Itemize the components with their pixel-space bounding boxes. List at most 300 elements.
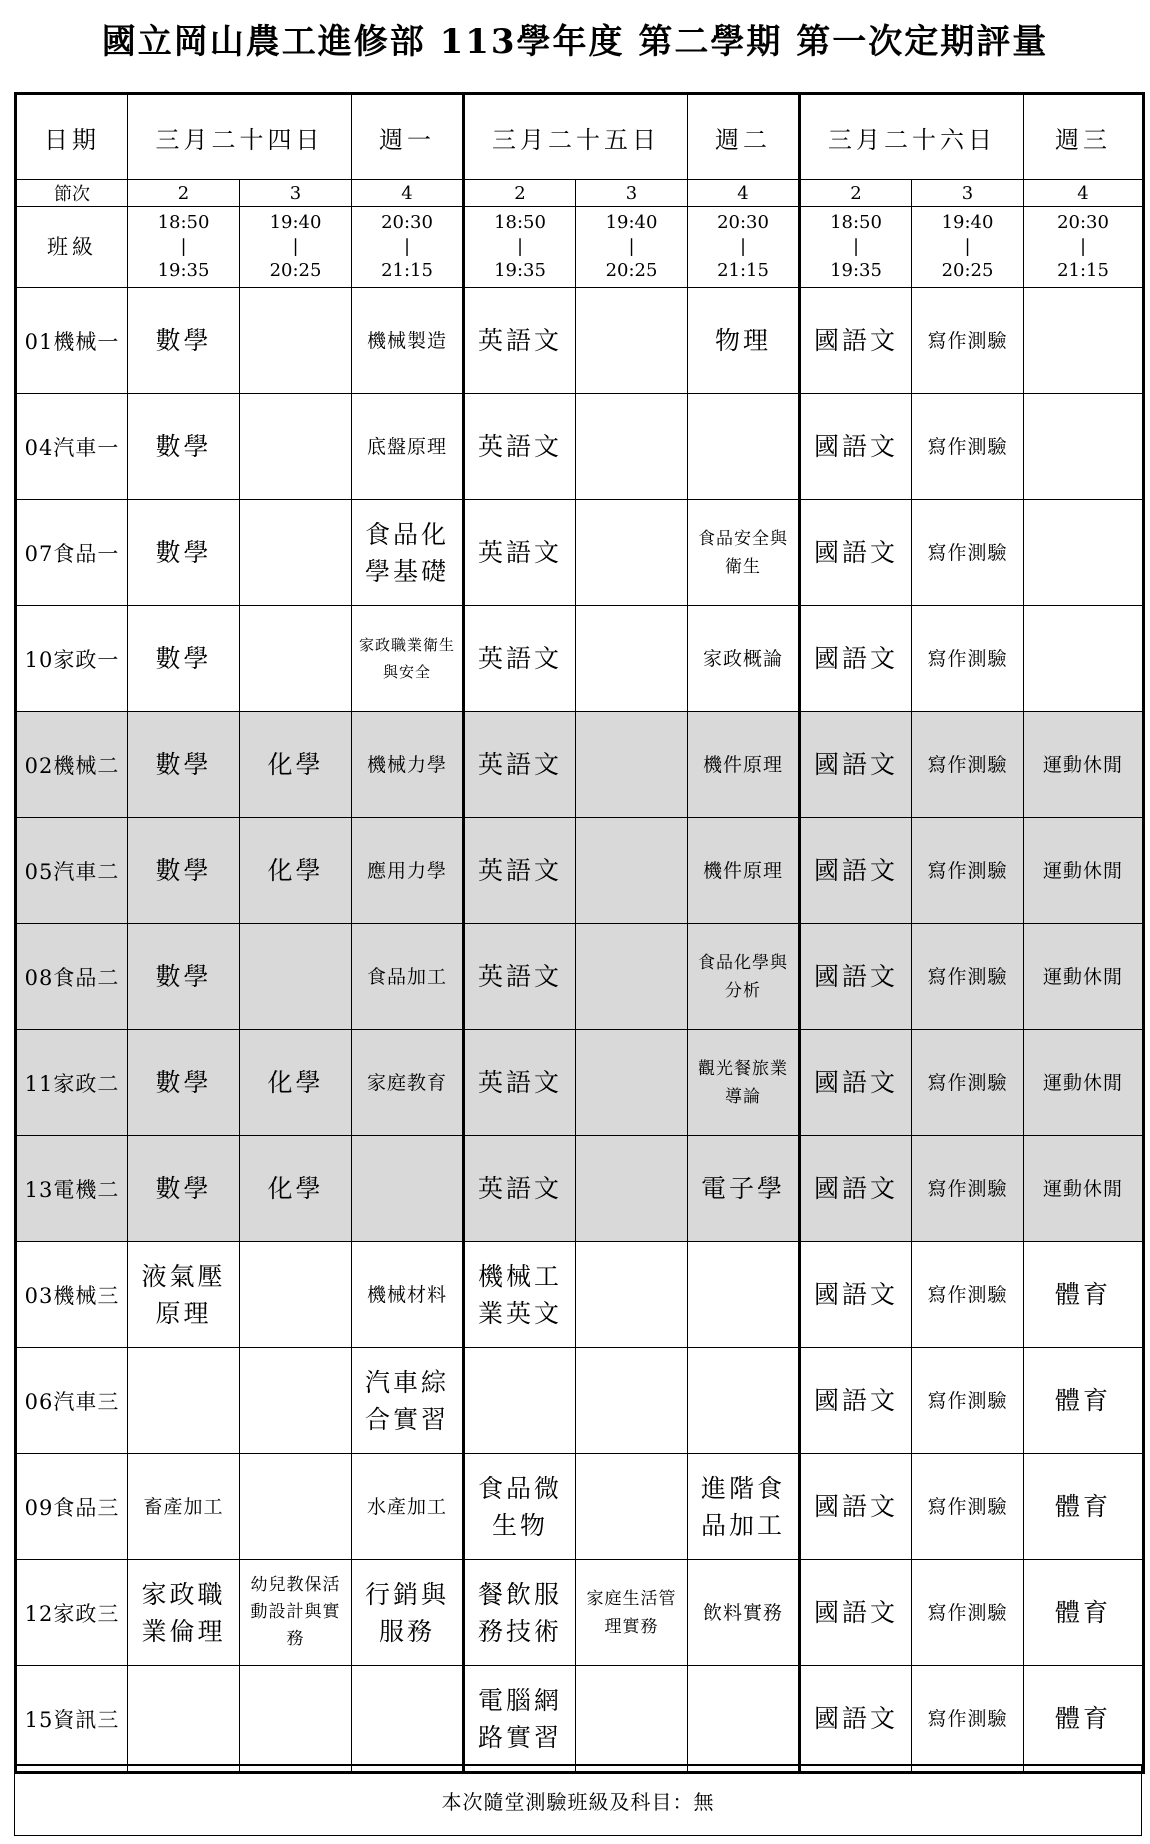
subject-text: 國語文 bbox=[813, 432, 898, 461]
subject-text: 水產加工 bbox=[366, 1495, 447, 1518]
subject-cell bbox=[352, 924, 464, 1030]
subject-text: 家庭教育 bbox=[366, 1071, 447, 1094]
time-separator: | bbox=[292, 236, 299, 257]
page-title: 國立岡山農工進修部 113學年度 第二學期 第一次定期評量 bbox=[101, 22, 1049, 62]
time-end: 19:35 bbox=[157, 260, 210, 281]
subject-text: 英語文 bbox=[477, 1174, 562, 1203]
subject-text: 英語文 bbox=[477, 1068, 562, 1097]
subject-cell bbox=[912, 818, 1024, 924]
subject-cell bbox=[128, 712, 240, 818]
subject-cell bbox=[352, 1454, 464, 1560]
subject-text: 食品加工 bbox=[366, 965, 447, 988]
subject-text: 食品微生物 bbox=[478, 1473, 563, 1540]
period-cell: 2 bbox=[128, 180, 240, 207]
subject-cell bbox=[1024, 1454, 1144, 1560]
subject-cell bbox=[128, 818, 240, 924]
time-cell bbox=[912, 207, 1024, 288]
subject-cell bbox=[240, 394, 352, 500]
subject-text: 寫作測驗 bbox=[927, 1707, 1008, 1730]
subject-cell bbox=[800, 1030, 912, 1136]
subject-cell bbox=[1024, 288, 1144, 394]
class-label: 班級 bbox=[16, 207, 128, 288]
subject-cell bbox=[688, 1666, 800, 1773]
subject-text: 機械工業英文 bbox=[478, 1261, 563, 1328]
time-cell bbox=[240, 207, 352, 288]
subject-cell bbox=[352, 394, 464, 500]
subject-cell bbox=[688, 500, 800, 606]
subject-cell bbox=[688, 1136, 800, 1242]
subject-cell bbox=[240, 818, 352, 924]
time-cell bbox=[688, 207, 800, 288]
class-name-cell: 07食品一 bbox=[16, 500, 128, 606]
subject-text: 國語文 bbox=[813, 750, 898, 779]
time-end: 20:25 bbox=[941, 260, 994, 281]
subject-text: 化學 bbox=[267, 856, 324, 885]
subject-cell bbox=[464, 500, 576, 606]
subject-cell bbox=[800, 818, 912, 924]
subject-text: 體育 bbox=[1054, 1386, 1111, 1415]
subject-text: 進階食品加工 bbox=[701, 1473, 786, 1540]
subject-text: 英語文 bbox=[477, 538, 562, 567]
subject-cell bbox=[688, 818, 800, 924]
subject-text: 食品安全與衛生 bbox=[698, 528, 788, 577]
subject-cell bbox=[128, 1136, 240, 1242]
subject-text: 寫作測驗 bbox=[927, 1389, 1008, 1412]
time-separator: | bbox=[516, 236, 524, 257]
subject-cell bbox=[352, 712, 464, 818]
table-row bbox=[16, 1348, 1144, 1454]
subject-text: 英語文 bbox=[477, 432, 562, 461]
subject-cell bbox=[1024, 1348, 1144, 1454]
class-name-cell: 11家政二 bbox=[16, 1030, 128, 1136]
class-name-cell: 05汽車二 bbox=[16, 818, 128, 924]
subject-cell bbox=[800, 606, 912, 712]
time-cell bbox=[800, 207, 912, 288]
time-start: 20:30 bbox=[1057, 212, 1109, 233]
subject-text: 國語文 bbox=[813, 644, 898, 673]
subject-cell bbox=[240, 1454, 352, 1560]
subject-cell bbox=[352, 1666, 464, 1773]
subject-cell bbox=[800, 1666, 912, 1773]
period-label: 節次 bbox=[16, 180, 128, 207]
subject-text: 寫作測驗 bbox=[927, 859, 1008, 882]
subject-cell bbox=[464, 818, 576, 924]
subject-text: 數學 bbox=[155, 962, 212, 991]
time-separator: | bbox=[739, 236, 747, 257]
footer-note: 本次隨堂測驗班級及科目：無 bbox=[14, 1764, 1142, 1836]
class-name-cell: 04汽車一 bbox=[16, 394, 128, 500]
subject-cell bbox=[800, 1242, 912, 1348]
subject-cell bbox=[912, 1666, 1024, 1773]
time-start: 19:40 bbox=[941, 212, 994, 233]
time-separator: | bbox=[180, 236, 187, 257]
subject-text: 運動休閒 bbox=[1042, 859, 1123, 882]
subject-cell bbox=[1024, 712, 1144, 818]
subject-text: 化學 bbox=[267, 750, 324, 779]
subject-cell bbox=[912, 1348, 1024, 1454]
subject-text: 寫作測驗 bbox=[927, 1177, 1008, 1200]
schedule-table bbox=[14, 92, 1145, 1774]
table-row bbox=[16, 818, 1144, 924]
subject-text: 數學 bbox=[155, 1068, 212, 1097]
subject-cell bbox=[576, 1348, 688, 1454]
subject-text: 寫作測驗 bbox=[927, 1071, 1008, 1094]
class-name-cell: 06汽車三 bbox=[16, 1348, 128, 1454]
subject-text: 家庭生活管理實務 bbox=[586, 1588, 677, 1637]
time-cell bbox=[464, 207, 576, 288]
subject-cell bbox=[576, 1136, 688, 1242]
subject-text: 家政職業倫理 bbox=[141, 1579, 226, 1646]
subject-text: 化學 bbox=[267, 1174, 324, 1203]
subject-text: 國語文 bbox=[813, 326, 898, 355]
subject-text: 飲料實務 bbox=[702, 1601, 783, 1624]
subject-cell bbox=[352, 1136, 464, 1242]
time-separator: | bbox=[964, 236, 971, 257]
subject-cell bbox=[688, 1560, 800, 1666]
table-row bbox=[16, 1666, 1144, 1773]
time-cell bbox=[1024, 207, 1144, 288]
period-cell: 3 bbox=[912, 180, 1024, 207]
time-end: 19:35 bbox=[830, 260, 882, 281]
table-row bbox=[16, 606, 1144, 712]
subject-cell bbox=[464, 712, 576, 818]
subject-cell bbox=[464, 1242, 576, 1348]
day2-weekday: 週二 bbox=[688, 94, 800, 180]
subject-cell bbox=[576, 1030, 688, 1136]
table-row bbox=[16, 1454, 1144, 1560]
subject-text: 機件原理 bbox=[702, 859, 783, 882]
class-name-cell: 02機械二 bbox=[16, 712, 128, 818]
subject-cell bbox=[688, 924, 800, 1030]
subject-cell bbox=[576, 1454, 688, 1560]
subject-cell bbox=[1024, 1560, 1144, 1666]
subject-cell bbox=[1024, 924, 1144, 1030]
time-start: 20:30 bbox=[717, 212, 769, 233]
subject-cell bbox=[128, 1454, 240, 1560]
subject-text: 國語文 bbox=[813, 1598, 898, 1627]
table-row bbox=[16, 288, 1144, 394]
subject-text: 國語文 bbox=[813, 1068, 898, 1097]
subject-text: 體育 bbox=[1054, 1598, 1111, 1627]
subject-cell bbox=[240, 500, 352, 606]
period-cell: 4 bbox=[352, 180, 464, 207]
subject-text: 數學 bbox=[155, 326, 212, 355]
table-row bbox=[16, 712, 1144, 818]
time-start: 18:50 bbox=[830, 212, 882, 233]
subject-cell bbox=[800, 1560, 912, 1666]
day2-date: 三月二十五日 bbox=[464, 94, 688, 180]
subject-cell bbox=[576, 818, 688, 924]
subject-cell bbox=[464, 288, 576, 394]
subject-cell bbox=[352, 606, 464, 712]
class-name-cell: 09食品三 bbox=[16, 1454, 128, 1560]
time-start: 19:40 bbox=[269, 212, 322, 233]
subject-cell bbox=[912, 288, 1024, 394]
subject-text: 寫作測驗 bbox=[927, 329, 1008, 352]
subject-text: 觀光餐旅業導論 bbox=[698, 1058, 788, 1107]
subject-cell bbox=[128, 924, 240, 1030]
subject-text: 國語文 bbox=[813, 1386, 898, 1415]
subject-text: 餐飲服務技術 bbox=[478, 1579, 563, 1646]
subject-cell bbox=[912, 1560, 1024, 1666]
subject-text: 體育 bbox=[1054, 1704, 1111, 1733]
subject-text: 食品化學與分析 bbox=[698, 952, 788, 1001]
subject-cell bbox=[240, 712, 352, 818]
class-name-cell: 15資訊三 bbox=[16, 1666, 128, 1773]
subject-text: 化學 bbox=[267, 1068, 324, 1097]
subject-cell bbox=[240, 1030, 352, 1136]
subject-cell bbox=[128, 394, 240, 500]
subject-cell bbox=[128, 1560, 240, 1666]
subject-cell bbox=[688, 1348, 800, 1454]
subject-text: 國語文 bbox=[813, 1280, 898, 1309]
subject-cell bbox=[800, 924, 912, 1030]
class-name-cell: 10家政一 bbox=[16, 606, 128, 712]
subject-text: 英語文 bbox=[477, 856, 562, 885]
subject-cell bbox=[128, 1030, 240, 1136]
period-cell: 2 bbox=[800, 180, 912, 207]
subject-cell bbox=[576, 1242, 688, 1348]
time-cell bbox=[576, 207, 688, 288]
subject-text: 寫作測驗 bbox=[927, 1601, 1008, 1624]
subject-text: 寫作測驗 bbox=[927, 753, 1008, 776]
subject-text: 機械材料 bbox=[366, 1283, 447, 1306]
subject-cell bbox=[688, 1454, 800, 1560]
time-start: 18:50 bbox=[157, 212, 210, 233]
period-cell: 3 bbox=[576, 180, 688, 207]
subject-text: 運動休閒 bbox=[1042, 965, 1123, 988]
subject-cell bbox=[800, 500, 912, 606]
subject-cell bbox=[128, 288, 240, 394]
subject-cell bbox=[240, 606, 352, 712]
subject-cell bbox=[576, 1560, 688, 1666]
subject-cell bbox=[1024, 500, 1144, 606]
subject-text: 底盤原理 bbox=[366, 435, 447, 458]
subject-cell bbox=[352, 1348, 464, 1454]
subject-cell bbox=[576, 1666, 688, 1773]
subject-cell bbox=[128, 500, 240, 606]
subject-text: 英語文 bbox=[477, 644, 562, 673]
subject-cell bbox=[912, 712, 1024, 818]
time-start: 19:40 bbox=[605, 212, 658, 233]
subject-text: 國語文 bbox=[813, 856, 898, 885]
subject-cell bbox=[1024, 606, 1144, 712]
time-cell bbox=[352, 207, 464, 288]
subject-text: 液氣壓原理 bbox=[141, 1261, 226, 1328]
time-start: 20:30 bbox=[381, 212, 433, 233]
subject-cell bbox=[128, 1666, 240, 1773]
subject-cell bbox=[800, 288, 912, 394]
subject-cell bbox=[352, 1030, 464, 1136]
time-end: 20:25 bbox=[605, 260, 658, 281]
subject-text: 寫作測驗 bbox=[927, 1495, 1008, 1518]
table-row bbox=[16, 1030, 1144, 1136]
class-name-cell: 08食品二 bbox=[16, 924, 128, 1030]
subject-cell bbox=[464, 1666, 576, 1773]
subject-cell bbox=[800, 1454, 912, 1560]
subject-cell bbox=[800, 1136, 912, 1242]
subject-cell bbox=[912, 394, 1024, 500]
time-separator: | bbox=[403, 236, 411, 257]
subject-text: 數學 bbox=[155, 856, 212, 885]
subject-text: 寫作測驗 bbox=[927, 541, 1008, 564]
class-name-cell: 01機械一 bbox=[16, 288, 128, 394]
subject-cell bbox=[1024, 394, 1144, 500]
subject-cell bbox=[576, 606, 688, 712]
period-cell: 4 bbox=[1024, 180, 1144, 207]
subject-cell bbox=[352, 500, 464, 606]
time-end: 21:15 bbox=[381, 260, 433, 281]
time-end: 20:25 bbox=[269, 260, 322, 281]
day3-weekday: 週三 bbox=[1024, 94, 1144, 180]
subject-cell bbox=[352, 818, 464, 924]
subject-text: 國語文 bbox=[813, 1174, 898, 1203]
subject-cell bbox=[1024, 1030, 1144, 1136]
time-separator: | bbox=[852, 236, 860, 257]
subject-cell bbox=[464, 1454, 576, 1560]
subject-text: 電子學 bbox=[700, 1174, 785, 1203]
subject-text: 運動休閒 bbox=[1042, 1071, 1123, 1094]
subject-text: 食品化學基礎 bbox=[365, 519, 450, 586]
subject-cell bbox=[576, 924, 688, 1030]
subject-cell bbox=[128, 606, 240, 712]
subject-text: 機械力學 bbox=[366, 753, 447, 776]
time-separator: | bbox=[628, 236, 635, 257]
table-row bbox=[16, 1136, 1144, 1242]
subject-text: 英語文 bbox=[477, 962, 562, 991]
subject-cell bbox=[240, 1560, 352, 1666]
subject-text: 運動休閒 bbox=[1042, 1177, 1123, 1200]
subject-cell bbox=[464, 924, 576, 1030]
class-name-cell: 03機械三 bbox=[16, 1242, 128, 1348]
class-name-cell: 13電機二 bbox=[16, 1136, 128, 1242]
subject-cell bbox=[240, 924, 352, 1030]
subject-cell bbox=[576, 712, 688, 818]
subject-cell bbox=[1024, 1136, 1144, 1242]
table-row bbox=[16, 924, 1144, 1030]
subject-cell bbox=[688, 606, 800, 712]
subject-cell bbox=[352, 288, 464, 394]
period-row bbox=[16, 180, 1144, 207]
class-name-cell: 12家政三 bbox=[16, 1560, 128, 1666]
subject-text: 幼兒教保活動設計與實務 bbox=[250, 1575, 341, 1649]
subject-text: 汽車綜合實習 bbox=[365, 1367, 450, 1434]
date-header-row bbox=[16, 94, 1144, 180]
subject-text: 畜產加工 bbox=[143, 1495, 224, 1518]
subject-text: 寫作測驗 bbox=[927, 647, 1008, 670]
subject-text: 電腦網路實習 bbox=[478, 1685, 563, 1752]
subject-cell bbox=[1024, 818, 1144, 924]
period-cell: 4 bbox=[688, 180, 800, 207]
subject-text: 數學 bbox=[155, 1174, 212, 1203]
table-row bbox=[16, 1242, 1144, 1348]
subject-cell bbox=[352, 1242, 464, 1348]
subject-text: 機件原理 bbox=[702, 753, 783, 776]
subject-text: 寫作測驗 bbox=[927, 435, 1008, 458]
period-cell: 2 bbox=[464, 180, 576, 207]
subject-cell bbox=[464, 1560, 576, 1666]
time-end: 19:35 bbox=[494, 260, 546, 281]
subject-cell bbox=[240, 1136, 352, 1242]
subject-text: 英語文 bbox=[477, 750, 562, 779]
table-row bbox=[16, 500, 1144, 606]
subject-cell bbox=[912, 1454, 1024, 1560]
subject-cell bbox=[912, 606, 1024, 712]
subject-cell bbox=[464, 1136, 576, 1242]
subject-text: 國語文 bbox=[813, 538, 898, 567]
subject-cell bbox=[240, 1348, 352, 1454]
subject-cell bbox=[688, 1030, 800, 1136]
day1-date: 三月二十四日 bbox=[128, 94, 352, 180]
subject-cell bbox=[912, 500, 1024, 606]
subject-cell bbox=[800, 394, 912, 500]
subject-text: 物理 bbox=[714, 326, 771, 355]
subject-cell bbox=[352, 1560, 464, 1666]
subject-text: 數學 bbox=[155, 750, 212, 779]
time-cell bbox=[128, 207, 240, 288]
subject-cell bbox=[464, 606, 576, 712]
period-cell: 3 bbox=[240, 180, 352, 207]
table-row bbox=[16, 1560, 1144, 1666]
subject-cell bbox=[1024, 1242, 1144, 1348]
subject-cell bbox=[128, 1242, 240, 1348]
subject-cell bbox=[800, 1348, 912, 1454]
subject-cell bbox=[464, 394, 576, 500]
day3-date: 三月二十六日 bbox=[800, 94, 1024, 180]
subject-cell bbox=[688, 394, 800, 500]
time-row bbox=[16, 207, 1144, 288]
subject-cell bbox=[240, 288, 352, 394]
subject-text: 家政職業衛生與安全 bbox=[358, 635, 455, 681]
time-separator: | bbox=[1079, 236, 1087, 257]
subject-cell bbox=[464, 1030, 576, 1136]
subject-cell bbox=[240, 1242, 352, 1348]
subject-text: 數學 bbox=[155, 644, 212, 673]
subject-text: 寫作測驗 bbox=[927, 1283, 1008, 1306]
subject-text: 國語文 bbox=[813, 1704, 898, 1733]
subject-cell bbox=[128, 1348, 240, 1454]
day1-weekday: 週一 bbox=[352, 94, 464, 180]
subject-text: 寫作測驗 bbox=[927, 965, 1008, 988]
time-end: 21:15 bbox=[717, 260, 769, 281]
subject-cell bbox=[464, 1348, 576, 1454]
table-row bbox=[16, 394, 1144, 500]
time-start: 18:50 bbox=[494, 212, 546, 233]
subject-cell bbox=[912, 1030, 1024, 1136]
subject-text: 數學 bbox=[155, 432, 212, 461]
subject-cell bbox=[576, 394, 688, 500]
subject-cell bbox=[240, 1666, 352, 1773]
subject-text: 國語文 bbox=[813, 962, 898, 991]
subject-cell bbox=[912, 1242, 1024, 1348]
subject-text: 運動休閒 bbox=[1042, 753, 1123, 776]
subject-text: 國語文 bbox=[813, 1492, 898, 1521]
subject-text: 數學 bbox=[155, 538, 212, 567]
subject-cell bbox=[576, 500, 688, 606]
subject-cell bbox=[1024, 1666, 1144, 1773]
date-label: 日期 bbox=[16, 94, 128, 180]
time-end: 21:15 bbox=[1057, 260, 1109, 281]
subject-cell bbox=[688, 288, 800, 394]
subject-cell bbox=[912, 924, 1024, 1030]
subject-cell bbox=[688, 712, 800, 818]
subject-text: 英語文 bbox=[477, 326, 562, 355]
subject-cell bbox=[576, 288, 688, 394]
subject-text: 機械製造 bbox=[366, 329, 447, 352]
subject-text: 體育 bbox=[1054, 1280, 1111, 1309]
subject-text: 行銷與服務 bbox=[365, 1579, 450, 1646]
subject-cell bbox=[912, 1136, 1024, 1242]
